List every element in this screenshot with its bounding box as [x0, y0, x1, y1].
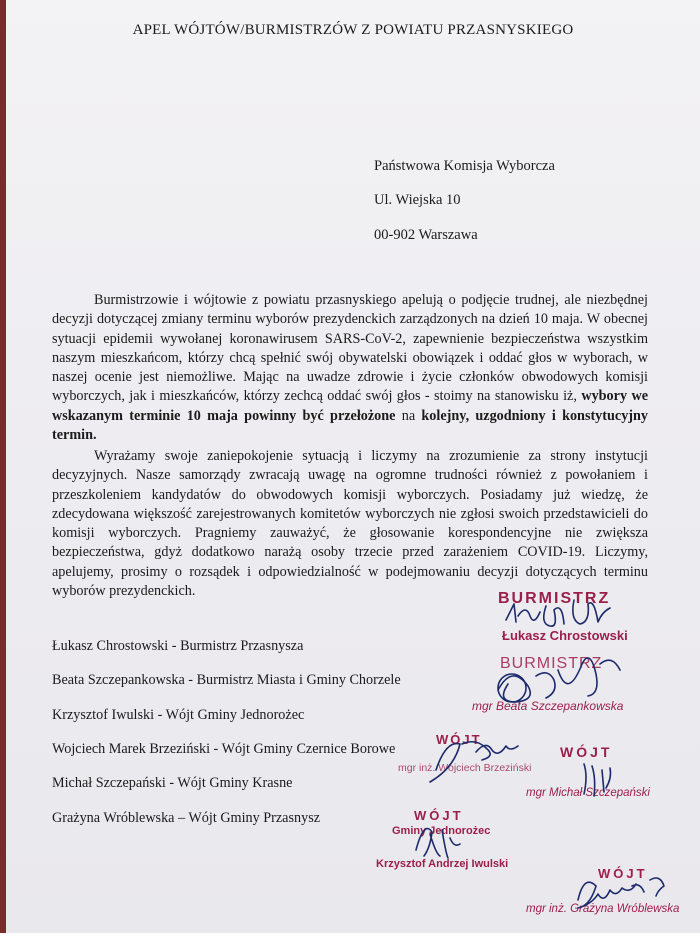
- stamp-2-name: mgr Beata Szczepankowska: [472, 699, 624, 713]
- stamp-3-title: WÓJT: [436, 732, 482, 747]
- signature-2-loop: [498, 674, 526, 702]
- signature-3: [430, 742, 518, 782]
- signatory-5: Michał Szczepański - Wójt Gminy Krasne: [52, 775, 293, 791]
- stamp-4-title: WÓJT: [560, 744, 613, 760]
- signatory-2: Beata Szczepankowska - Burmistrz Miasta i Gminy Chorzele: [52, 672, 401, 688]
- address-line-1: Państwowa Komisja Wyborcza: [374, 158, 555, 174]
- paragraph-2-text: Wyrażamy swoje zaniepokojenie sytuacją i liczymy na zrozumienie za strony instytucji decyzyjnych. Nasze samorządy zwracają uwagę na ogromne trudności również z powołaniem i przeszkoleniem kandydatów do obwodowych komisji wyborczych. Posiadamy już wiedzę, że zdecydowana większość zarejestrowanych komitetów wyborczych nie zgłosi swoich przedstawicieli do komisji wyborczych. Pragniemy zauważyć, że głosowanie korespondencyjne nie zwiększa bezpieczeństwa, gdyż dodatkowo narażą osoby trzecie przed zarażeniem COVID-19. Liczymy, apelujemy, prosimy o rozsądek i odpowiedzialność w podejmowaniu decyzji dotyczących terminu wyborów prezydenckich.: [52, 448, 648, 600]
- signature-5: [416, 829, 460, 858]
- stamp-5-name: Krzysztof Andrzej Iwulski: [376, 858, 509, 870]
- signatory-4: Wojciech Marek Brzeziński - Wójt Gminy Czernice Borowe: [52, 741, 396, 757]
- signatory-6: Grażyna Wróblewska – Wójt Gminy Przasnysz: [52, 810, 321, 826]
- address-line-2: Ul. Wiejska 10: [374, 192, 461, 208]
- paragraph-1-middle: na: [395, 407, 422, 424]
- document-page: [6, 0, 700, 933]
- document-title: APEL WÓJTÓW/BURMISTRZÓW Z POWIATU PRZASNYSKIEGO: [132, 22, 574, 38]
- stamp-1-name: Łukasz Chrostowski: [502, 628, 628, 643]
- stamp-3-name: mgr inż. Wojciech Brzeziński: [398, 762, 532, 774]
- stamp-6-name: mgr inż. Grażyna Wróblewska: [526, 903, 680, 915]
- signatory-3: Krzysztof Iwulski - Wójt Gminy Jednorożec: [52, 707, 305, 723]
- stamp-2-title: BURMISTRZ: [500, 655, 603, 672]
- stamp-5-title: WÓJT: [414, 808, 464, 823]
- signatory-1: Łukasz Chrostowski - Burmistrz Przasnysza: [52, 638, 304, 654]
- signature-2: [498, 658, 620, 702]
- paragraph-1-bold-1: wybory we wskazanym terminie 10 maja powinny być przełożone: [52, 388, 649, 424]
- stamp-4-name: mgr Michał Szczepański: [526, 787, 650, 799]
- stamp-6-title: WÓJT: [598, 866, 648, 881]
- signature-6: [578, 878, 664, 908]
- signatures-layer: [6, 0, 700, 933]
- stamp-5-org: Gminy Jednorożec: [392, 825, 491, 837]
- address-line-3: 00-902 Warszawa: [374, 227, 478, 243]
- paragraph-1-text: Burmistrzowie i wójtowie z powiatu przasnyskiego apelują o podjęcie trudnej, ale niezbędnej decyzji dotyczącej zmiany terminu wyborów prezydenckich zarządzonych na dzień 10 maja. W obecnej sytuacji epidemii wywołanej koronawirusem SARS-CoV-2, zapewnienie bezpieczeństwa wszystkim naszym mieszkańcom, którzy chcą spełnić swój obywatelski obowiązek i oddać głos w wyborach, w naszej ocenie jest niemożliwe. Mając na uwadze zdrowie i życie członków obwodowych komisji wyborczych, jak i mieszkańców, którzy zechcą oddać swój głos - stoimy na stanowisku iż,: [52, 292, 648, 405]
- paragraph-1-bold-2: kolejny, uzgodniony i konstytucyjny termin.: [52, 407, 648, 444]
- stamp-1-title: BURMISTRZ: [498, 590, 611, 607]
- signature-4: [584, 764, 611, 796]
- signature-1: [506, 600, 610, 626]
